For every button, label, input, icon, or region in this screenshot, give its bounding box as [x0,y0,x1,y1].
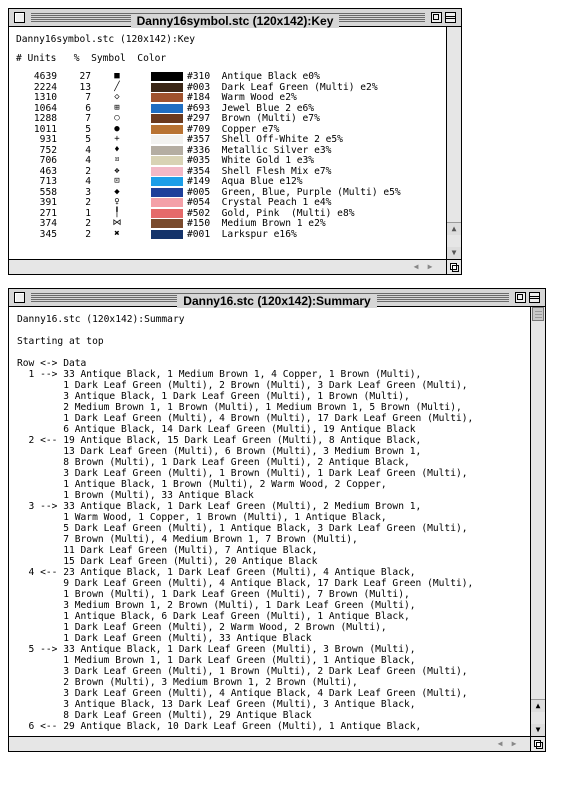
color-swatch [151,156,183,165]
symbol-cell: ⋈ [112,218,122,228]
units-cell: 374 [39,218,57,229]
color-name-cell: #357 Shell Off-White 2 e5% [187,134,343,145]
key-row [9,113,446,124]
color-swatch [151,93,183,102]
key-heading: Danny16symbol.stc (120x142):Key [16,34,196,45]
summary-line: Danny16.stc (120x142):Summary [17,314,185,325]
key-row [9,187,446,198]
summary-line: 9 Dark Leaf Green (Multi), 4 Antique Black, 17 Dark Leaf Green (Multi), [17,578,474,589]
summary-line [17,325,530,336]
symbol-cell: ╿ [114,207,120,218]
color-name-cell: #035 White Gold 1 e3% [187,155,315,166]
summary-line: 8 Dark Leaf Green (Multi), 29 Antique Black [17,710,312,721]
summary-line: Row <-> Data [17,358,87,369]
scroll-left-arrow-icon[interactable]: ◀ [413,262,419,271]
units-cell: 713 [39,176,57,187]
percent-cell: 2 [85,165,91,177]
scroll-right-arrow-icon[interactable]: ▶ [511,739,517,748]
key-row [9,71,446,82]
summary-line: 1 Dark Leaf Green (Multi), 2 Warm Wood, 2 Brown (Multi), [17,622,387,633]
key-row [9,145,446,156]
summary-text [17,314,530,732]
summary-line: 2 Medium Brown 1, 1 Brown (Multi), 1 Medium Brown 1, 5 Brown (Multi), [17,402,462,413]
units-cell: 1288 [33,113,57,124]
summary-line: 15 Dark Leaf Green (Multi), 20 Antique Black [17,556,318,567]
symbol-cell: ╱ [114,81,120,92]
key-content [9,27,446,259]
key-window [8,8,462,275]
percent-cell: 27 [79,71,91,82]
color-name-cell: #354 Shell Flesh Mix e7% [187,165,332,177]
summary-vertical-scrollbar[interactable] [530,307,545,736]
resize-grow-box-icon[interactable] [530,736,545,751]
summary-line: 6 <-- 29 Antique Black, 10 Dark Leaf Green (Multi), 1 Antique Black, [17,721,422,732]
key-row [9,92,446,103]
color-name-cell: #709 Copper e7% [187,123,280,135]
percent-cell: 2 [85,218,91,229]
color-swatch [151,177,183,186]
summary-line: 6 Antique Black, 14 Dark Leaf Green (Multi), 19 Antique Black [17,424,416,435]
summary-content [9,307,530,736]
zoom-box-icon[interactable] [431,12,442,23]
summary-line: 1 Medium Brown 1, 1 Dark Leaf Green (Multi), 1 Antique Black, [17,655,416,666]
summary-horizontal-scrollbar[interactable] [9,736,530,751]
percent-cell: 7 [85,113,91,124]
symbol-cell: ■ [114,71,120,81]
units-cell: 4639 [33,71,57,82]
key-table [9,71,446,239]
symbol-cell: ✖ [114,228,120,239]
summary-line: 1 Brown (Multi), 1 Dark Leaf Green (Multi), 7 Brown (Multi), [17,589,410,600]
summary-line: 1 Antique Black, 6 Dark Leaf Green (Multi), 1 Antique Black, [17,611,410,622]
summary-line: 3 Medium Brown 1, 2 Brown (Multi), 1 Dark Leaf Green (Multi), [17,600,416,611]
summary-line: 1 Dark Leaf Green (Multi), 2 Brown (Multi), 3 Dark Leaf Green (Multi), [17,380,468,391]
scroll-up-arrow-icon[interactable]: ▲ [447,222,461,235]
percent-cell: 4 [85,176,91,187]
symbol-cell: ❖ [114,165,120,176]
units-cell: 1064 [33,102,57,114]
percent-cell: 1 [85,207,91,219]
scroll-up-arrow-icon[interactable]: ▲ [531,699,545,712]
summary-line: 3 Dark Leaf Green (Multi), 4 Antique Black, 4 Dark Leaf Green (Multi), [17,688,468,699]
zoom-box-icon[interactable] [515,292,526,303]
summary-line: 3 Dark Leaf Green (Multi), 1 Brown (Multi), 1 Dark Leaf Green (Multi), [17,468,468,479]
key-row [9,134,446,145]
color-name-cell: #336 Metallic Silver e3% [187,144,332,156]
color-name-cell: #003 Dark Leaf Green (Multi) e2% [187,81,378,93]
color-name-cell: #693 Jewel Blue 2 e6% [187,102,315,114]
symbol-cell: ¤ [114,155,120,165]
scroll-left-arrow-icon[interactable]: ◀ [497,739,503,748]
key-row [9,166,446,177]
units-cell: 558 [39,186,57,198]
key-row [9,176,446,187]
symbol-cell: + [114,134,120,144]
scroll-thumb[interactable] [532,307,544,321]
symbol-cell: ◇ [114,92,120,102]
summary-line: 11 Dark Leaf Green (Multi), 7 Antique Black, [17,545,318,556]
color-name-cell: #310 Antique Black e0% [187,71,320,82]
summary-line: 1 Dark Leaf Green (Multi), 33 Antique Black [17,633,312,644]
resize-grow-box-icon[interactable] [446,259,461,274]
units-cell: 391 [39,197,57,208]
color-swatch [151,146,183,155]
summary-window-titlebar[interactable] [9,289,545,307]
key-row [9,124,446,135]
summary-line: 5 Dark Leaf Green (Multi), 1 Antique Black, 3 Dark Leaf Green (Multi), [17,523,468,534]
percent-cell: 5 [85,134,91,145]
symbol-cell: ⊞ [114,102,120,113]
summary-line [17,347,530,358]
units-cell: 706 [39,155,57,166]
color-swatch [151,167,183,176]
key-row [9,155,446,166]
color-name-cell: #502 Gold, Pink (Multi) e8% [187,207,355,219]
summary-line: 3 --> 33 Antique Black, 1 Dark Leaf Green (Multi), 2 Medium Brown 1, [17,501,422,512]
summary-line: 5 --> 33 Antique Black, 1 Dark Leaf Green (Multi), 3 Brown (Multi), [17,644,416,655]
color-name-cell: #150 Medium Brown 1 e2% [187,218,326,229]
key-row [9,208,446,219]
summary-line: 2 <-- 19 Antique Black, 15 Dark Leaf Green (Multi), 8 Antique Black, [17,435,422,446]
percent-cell: 13 [79,81,91,93]
units-cell: 271 [39,207,57,219]
color-swatch [151,188,183,197]
color-swatch [151,135,183,144]
percent-cell: 4 [85,144,91,156]
units-cell: 463 [39,165,57,177]
units-cell: 1011 [33,123,57,135]
color-name-cell: #005 Green, Blue, Purple (Multi) e5% [187,186,401,198]
percent-cell: 2 [85,197,91,208]
key-row [9,229,446,240]
color-name-cell: #184 Warm Wood e2% [187,92,297,103]
percent-cell: 7 [85,92,91,103]
key-vertical-scrollbar[interactable] [446,27,461,259]
summary-line: 3 Antique Black, 1 Dark Leaf Green (Multi), 1 Brown (Multi), [17,391,410,402]
key-row [9,103,446,114]
color-swatch [151,114,183,123]
scroll-down-arrow-icon[interactable]: ▼ [531,724,545,736]
percent-cell: 2 [85,228,91,240]
units-cell: 1310 [33,92,57,103]
percent-cell: 5 [85,123,91,135]
key-horizontal-scrollbar[interactable] [9,259,446,274]
color-name-cell: #001 Larkspur e16% [187,228,297,240]
window-title: Danny16symbol.stc (120x142):Key [131,14,340,28]
key-row [9,82,446,93]
color-swatch [151,104,183,113]
percent-cell: 4 [85,155,91,166]
summary-line: 4 <-- 23 Antique Black, 1 Dark Leaf Green (Multi), 4 Antique Black, [17,567,416,578]
color-name-cell: #054 Crystal Peach 1 e4% [187,197,332,208]
summary-line: 1 Warm Wood, 1 Copper, 1 Brown (Multi), 1 Antique Black, [17,512,387,523]
color-name-cell: #149 Aqua Blue e12% [187,176,303,187]
summary-line: 7 Brown (Multi), 4 Medium Brown 1, 7 Brown (Multi), [17,534,358,545]
summary-line: 2 Brown (Multi), 3 Medium Brown 1, 2 Brown (Multi), [17,677,358,688]
color-swatch [151,209,183,218]
window-title: Danny16.stc (120x142):Summary [177,294,376,308]
units-cell: 752 [39,144,57,156]
units-cell: 2224 [33,81,57,93]
summary-line: 1 --> 33 Antique Black, 1 Medium Brown 1, 4 Copper, 1 Brown (Multi), [17,369,422,380]
color-swatch [151,198,183,207]
key-column-headers: # Units % Symbol Color [16,53,167,64]
percent-cell: 3 [85,186,91,198]
units-cell: 931 [39,134,57,145]
symbol-cell: ● [114,123,120,134]
color-swatch [151,72,183,81]
color-swatch [151,219,183,228]
color-swatch [151,83,183,92]
symbol-cell: ○ [114,113,120,123]
summary-line: Starting at top [17,336,104,347]
summary-line: 3 Antique Black, 13 Dark Leaf Green (Multi), 3 Antique Black, [17,699,416,710]
summary-line: 13 Dark Leaf Green (Multi), 6 Brown (Multi), 3 Medium Brown 1, [17,446,422,457]
symbol-cell: ◆ [114,186,120,197]
summary-line: 1 Brown (Multi), 33 Antique Black [17,490,254,501]
collapse-box-icon[interactable] [529,292,540,303]
collapse-box-icon[interactable] [445,12,456,23]
symbol-cell: ⊡ [114,176,120,186]
symbol-cell: ♀ [114,197,120,207]
key-row [9,218,446,229]
summary-line: 1 Dark Leaf Green (Multi), 4 Brown (Multi), 17 Dark Leaf Green (Multi), [17,413,474,424]
summary-window [8,288,546,752]
summary-line: 1 Antique Black, 1 Brown (Multi), 2 Warm Wood, 2 Copper, [17,479,387,490]
summary-line: 3 Dark Leaf Green (Multi), 1 Brown (Multi), 2 Dark Leaf Green (Multi), [17,666,468,677]
scroll-right-arrow-icon[interactable]: ▶ [427,262,433,271]
summary-line: 8 Brown (Multi), 1 Dark Leaf Green (Multi), 2 Antique Black, [17,457,410,468]
key-window-titlebar[interactable] [9,9,461,27]
units-cell: 345 [39,228,57,240]
color-swatch [151,125,183,134]
color-swatch [151,230,183,239]
percent-cell: 6 [85,102,91,114]
key-row [9,197,446,208]
color-name-cell: #297 Brown (Multi) e7% [187,113,320,124]
scroll-down-arrow-icon[interactable]: ▼ [447,247,461,259]
symbol-cell: ♦ [114,144,120,155]
